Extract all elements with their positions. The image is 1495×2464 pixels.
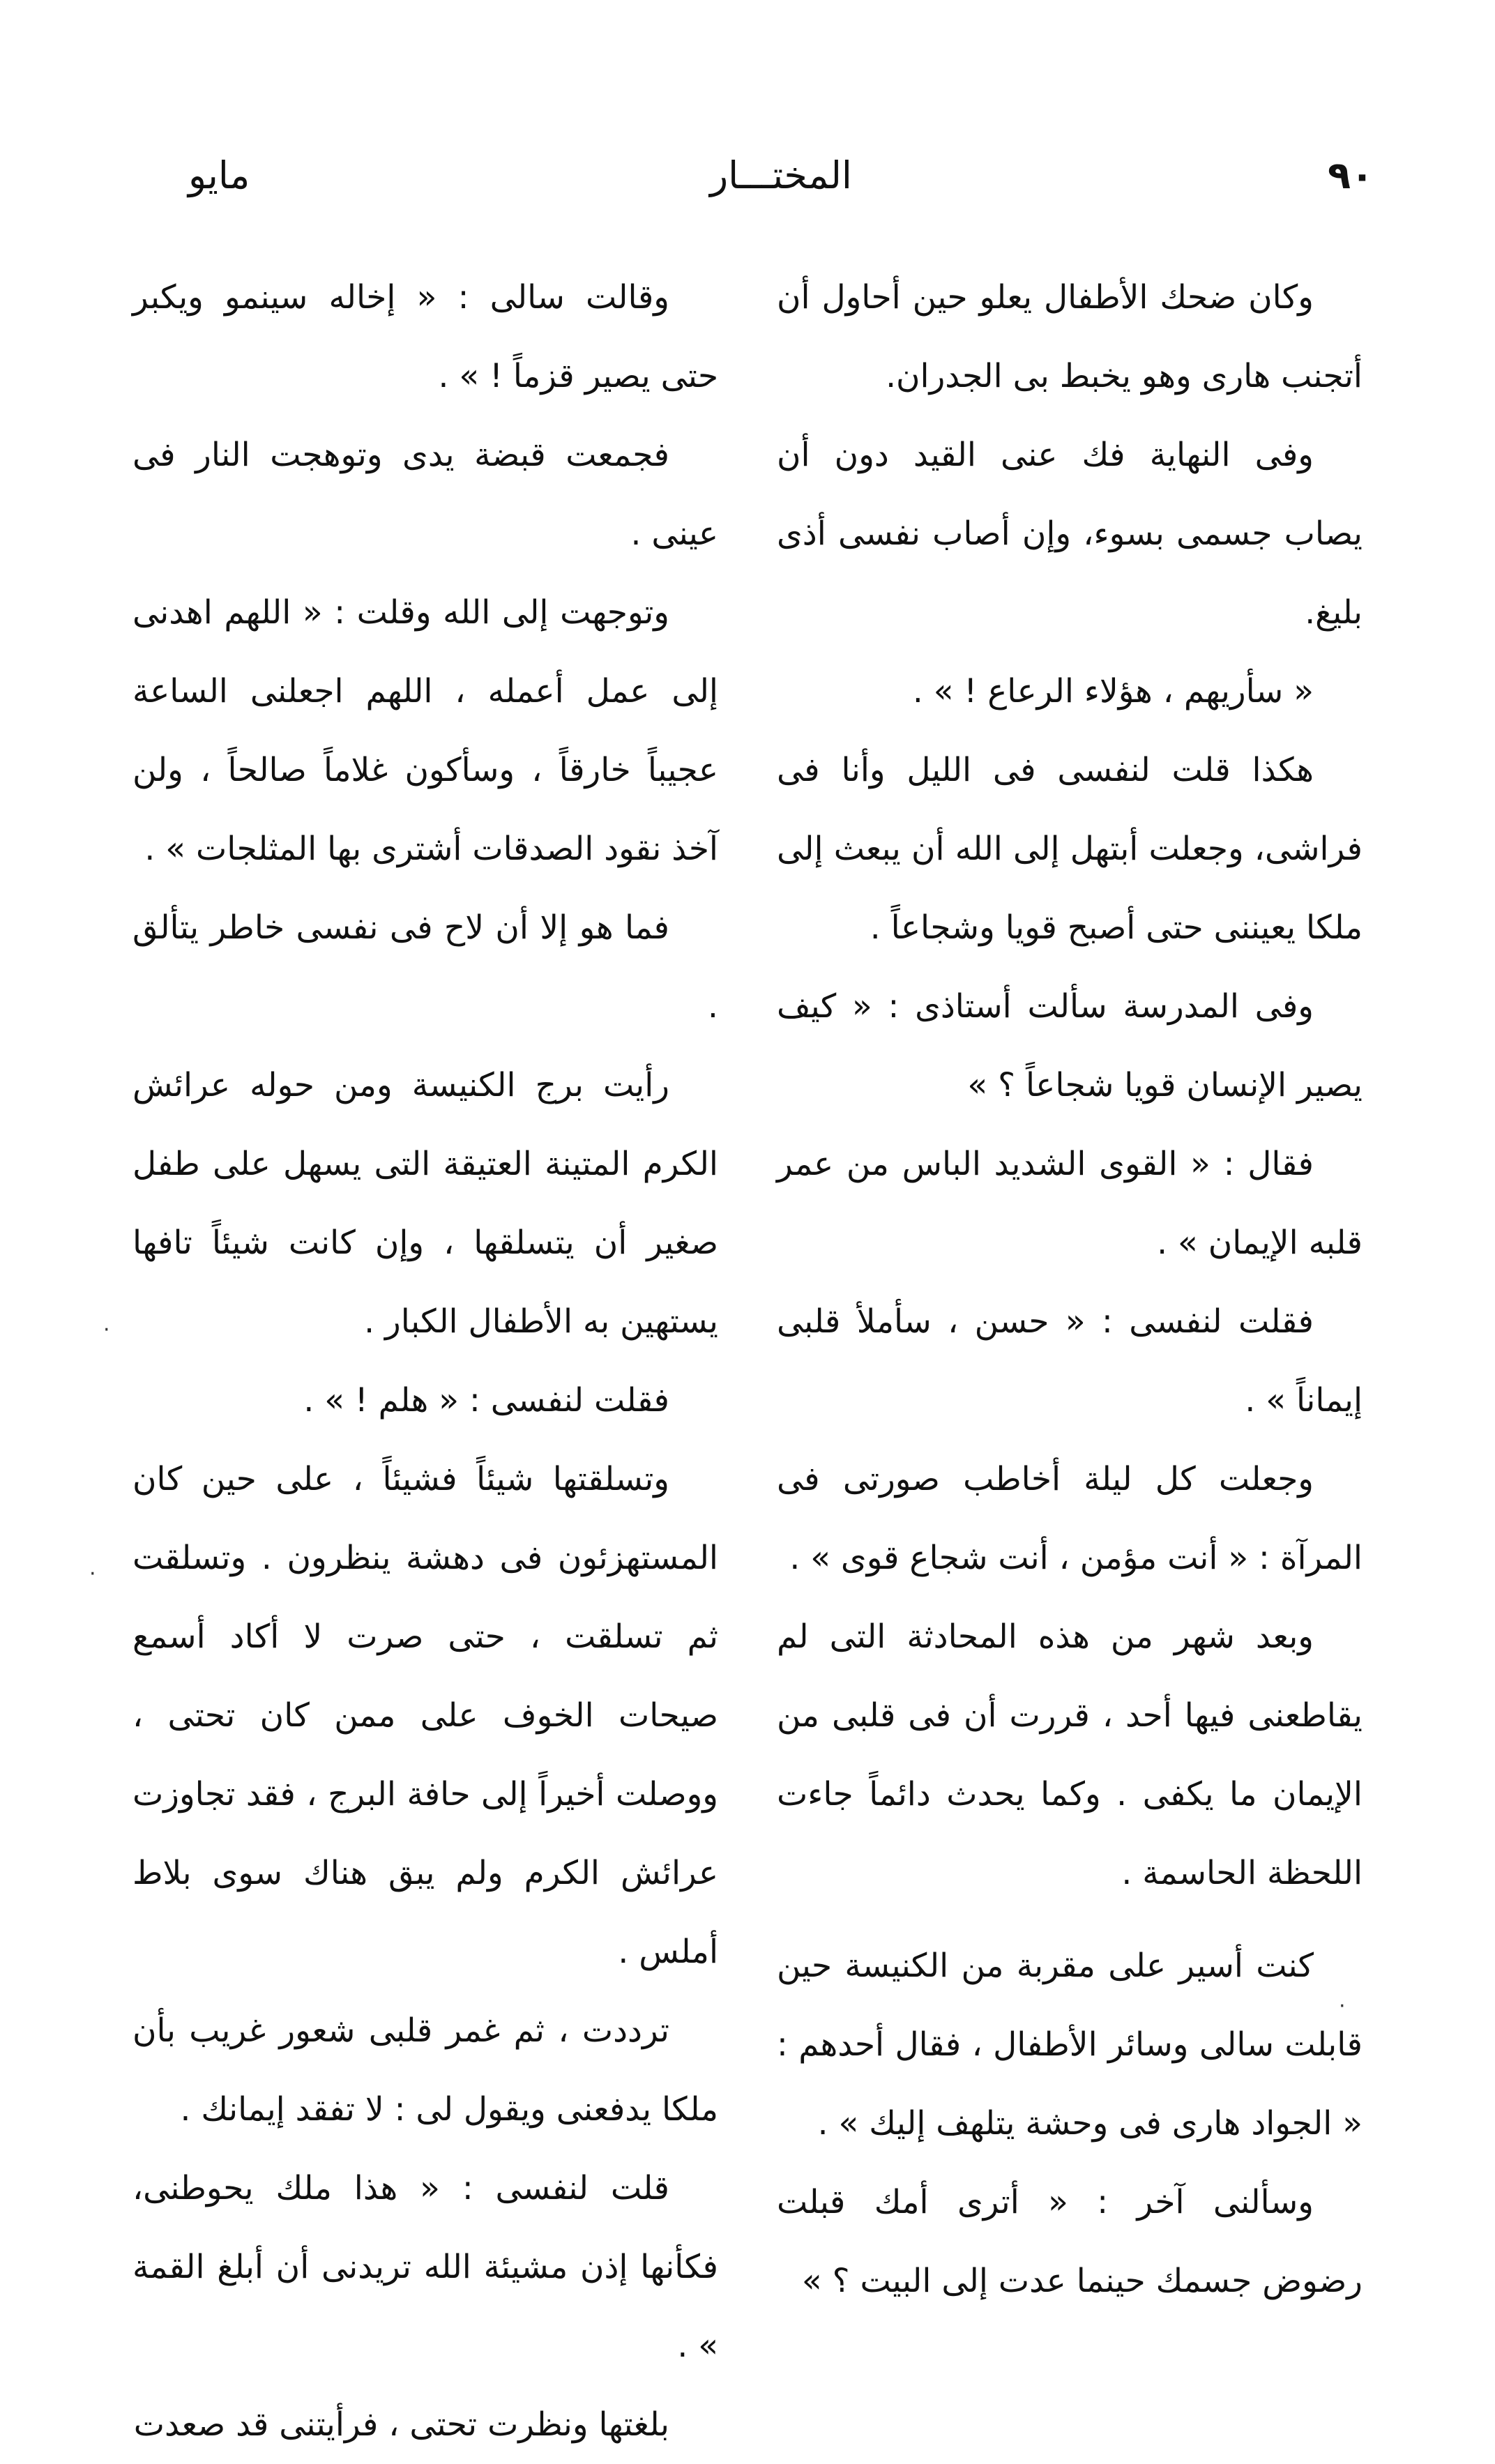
paragraph: وكان ضحك الأطفال يعلو حين أحاول أن أتجنب هارى وهو يخبط بى الجدران. (777, 278, 1363, 395)
right-column (777, 258, 1363, 2320)
scan-speck: · (1339, 1994, 1346, 2018)
paragraph: وفى النهاية فك عنى القيد دون أن يصاب جسمى بسوء، وإن أصاب نفسى أذى بليغ. (777, 436, 1363, 632)
paragraph: فجمعت قبضة يدى وتوهجت النار فى عينى . (132, 436, 718, 553)
paragraph: وسألنى آخر : « أترى أمك قبلت رضوض جسمك حينما عدت إلى البيت ؟ » (777, 2183, 1363, 2300)
scan-speck: · (103, 1318, 110, 1342)
paragraph: « سأريهم ، هؤلاء الرعاع ! » . (912, 672, 1314, 710)
paragraph: وقالت سالى : « إخاله سينمو ويكبر حتى يصير قزماً ! » . (132, 278, 718, 395)
page-header (188, 153, 1374, 223)
paragraph: قلت لنفسى : « هذا ملك يحوطنى، فكأنها إذن مشيئة الله تريدنى أن أبلغ القمة » . (132, 2169, 718, 2365)
paragraph: بلغتها ونظرت تحتى ، فرأيتنى قد صعدت (133, 2405, 669, 2444)
paragraph: فقلت لنفسى : « هلم ! » . (303, 1381, 669, 1420)
scan-speck: · (89, 1562, 96, 1586)
paragraph: وتوجهت إلى الله وقلت : « اللهم اهدنى إلى عمل أعمله ، اللهم اجعلنى الساعة عجيباً خارقاً ، وسأكون غلاماً صالحاً ، ولن آخذ نقود الصدقات أشترى بها المثلجات » . (132, 593, 718, 868)
paragraph: وجعلت كل ليلة أخاطب صورتى فى المرآة : « أنت مؤمن ، أنت شجاع قوى » . (777, 1460, 1363, 1577)
paragraph: وتسلقتها شيئاً فشيئاً ، على حين كان المستهزئون فى دهشة ينظرون . وتسلقت ثم تسلقت ، حتى صرت لا أكاد أسمع صيحات الخوف على ممن كان تحتى ، ووصلت أخيراً إلى حافة البرج ، فقد تجاوزت عرائش الكرم ولم يبق هناك سوى بلاط أملس . (132, 1460, 718, 1971)
paragraph: فقلت لنفسى : « حسن ، سأملأ قلبى إيماناً » . (777, 1302, 1363, 1420)
paragraph: وبعد شهر من هذه المحادثة التى لم يقاطعنى فيها أحد ، قررت أن فى قلبى من الإيمان ما يكفى . وكما يحدث دائماً جاءت اللحظة الحاسمة . (777, 1618, 1363, 1892)
paragraph: فقال : « القوى الشديد الباس من عمر قلبه الإيمان » . (777, 1145, 1363, 1262)
paragraph: ترددت ، ثم غمر قلبى شعور غريب بأن ملكا يدفعنى ويقول لى : لا تفقد إيمانك . (132, 2011, 718, 2129)
month-label: مايو (188, 153, 250, 197)
paragraph: رأيت برج الكنيسة ومن حوله عرائش الكرم المتينة العتيقة التى يسهل على طفل صغير أن يتسلقها ، وإن كانت شيئاً تافها يستهين به الأطفال الكبار . (132, 1066, 718, 1341)
paragraph: كنت أسير على مقربة من الكنيسة حين قابلت سالى وسائر الأطفال ، فقال أحدهم : « الجواد هارى فى وحشة يتلهف إليك » . (777, 1947, 1363, 2143)
page-number: ٩٠ (1328, 153, 1374, 197)
paragraph: هكذا قلت لنفسى فى الليل وأنا فى فراشى، وجعلت أبتهل إلى الله أن يبعث إلى ملكا يعيننى حتى أصبح قويا وشجاعاً . (777, 751, 1363, 947)
paragraph: فما هو إلا أن لاح فى نفسى خاطر يتألق . (132, 908, 718, 1026)
left-column (132, 258, 718, 2464)
paragraph: وفى المدرسة سألت أستاذى : « كيف يصير الإنسان قويا شجاعاً ؟ » (777, 987, 1363, 1104)
journal-title: المختـــار (710, 153, 852, 197)
